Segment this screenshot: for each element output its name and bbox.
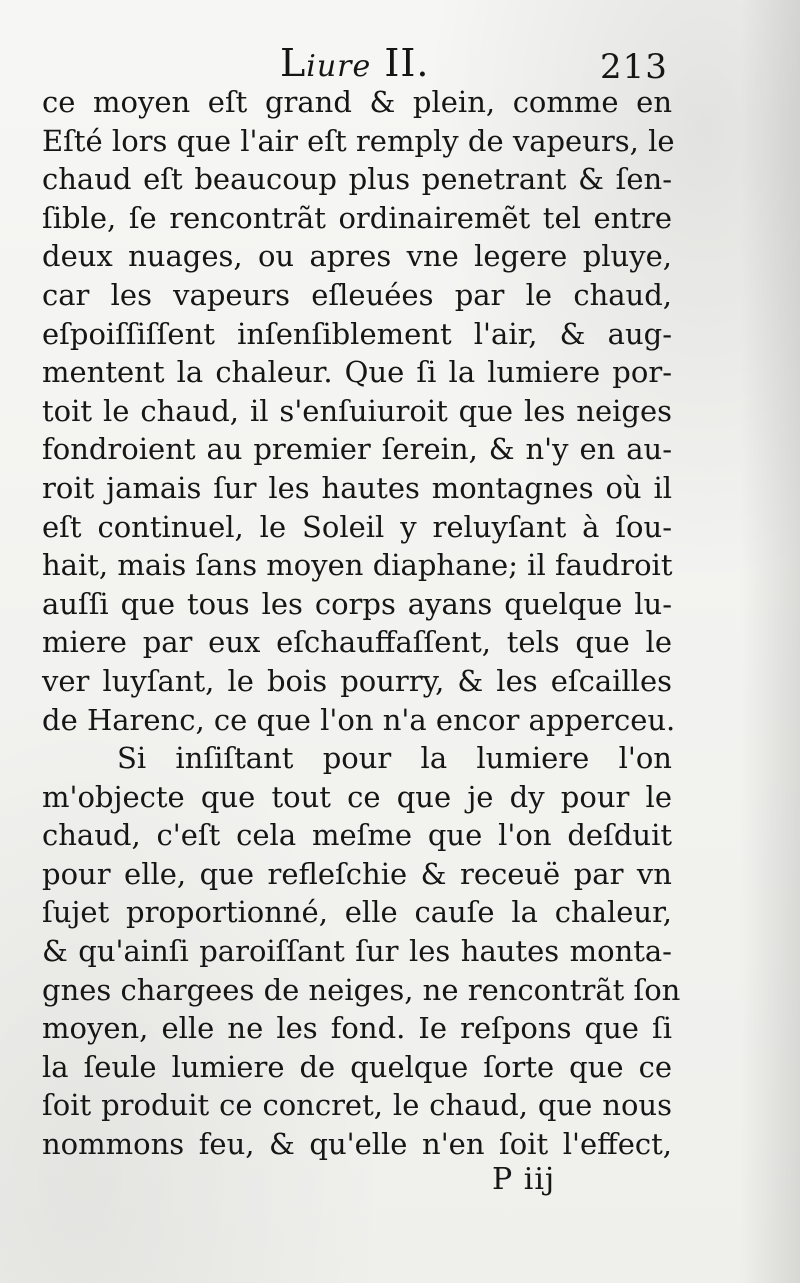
text-line: eſpoiſſiſſent inſenſiblement l'air, & aug- <box>42 316 672 351</box>
text-line: car les vapeurs eſleuées par le chaud, <box>42 277 672 312</box>
text-line: la ſeule lumiere de quelque ſorte que ce <box>42 1049 672 1084</box>
text-line: toit le chaud, il s'enſuiuroit que les neiges <box>42 393 672 428</box>
text-line: moyen, elle ne les fond. Ie reſpons que ſi <box>42 1011 672 1046</box>
text-line: ver luyſant, le bois pourry, & les eſcailles <box>42 663 672 698</box>
text-line: nommons feu, & qu'elle n'en ſoit l'effect, <box>42 1127 672 1162</box>
text-line: mentent la chaleur. Que ſi la lumiere por- <box>42 355 672 390</box>
text-line: ſoit produit ce concret, le chaud, que nous <box>42 1088 672 1123</box>
text-line: chaud eſt beaucoup plus penetrant & ſen- <box>42 162 672 197</box>
text-line: ſujet proportionné, elle cauſe la chaleur, <box>42 895 672 930</box>
running-title-book-number: II. <box>371 41 430 85</box>
page-edge-shadow <box>740 0 800 1283</box>
page-number: 213 <box>600 47 668 87</box>
text-line: & qu'ainſi paroiſſant ſur les hautes monta- <box>42 934 672 969</box>
text-line: roit jamais ſur les hautes montagnes où il <box>42 470 672 505</box>
text-line: deux nuages, ou apres vne legere pluye, <box>42 239 672 274</box>
text-line: auſſi que tous les corps ayans quelque lu- <box>42 586 672 621</box>
text-line: fondroient au premier ſerein, & n'y en au- <box>42 432 672 467</box>
text-line: gnes chargees de neiges, ne rencontrãt ſon <box>42 972 681 1007</box>
text-line: m'objecte que tout ce que je dy pour le <box>42 779 672 814</box>
running-title-initial: L <box>280 41 307 85</box>
text-line: chaud, c'eſt cela meſme que l'on deſduit <box>42 818 672 853</box>
paragraph-last-line: de Harenc, ce que l'on n'a encor apperceu. <box>42 702 676 737</box>
text-line: hait, mais ſans moyen diaphane; il faudroit <box>42 548 673 583</box>
signature-mark: P iij <box>492 1162 556 1197</box>
running-head <box>0 38 800 88</box>
text-line: ſible, ſe rencontrãt ordinairemẽt tel entre <box>42 200 672 235</box>
body-text <box>42 83 681 1164</box>
text-line: eſt continuel, le Soleil y reluyſant à ſou- <box>42 509 672 544</box>
text-line: Eſté lors que l'air eſt remply de vapeurs, le <box>42 123 675 158</box>
text-line: ce moyen eſt grand & plein, comme en <box>42 85 672 119</box>
running-title-italic: iure <box>306 49 372 84</box>
text-line: miere par eux eſchauffaſſent, tels que le <box>42 625 672 660</box>
paragraph-first-line: Si inſiſtant pour la lumiere l'on <box>117 741 672 776</box>
text-line: pour elle, que refleſchie & receuë par vn <box>42 856 672 891</box>
